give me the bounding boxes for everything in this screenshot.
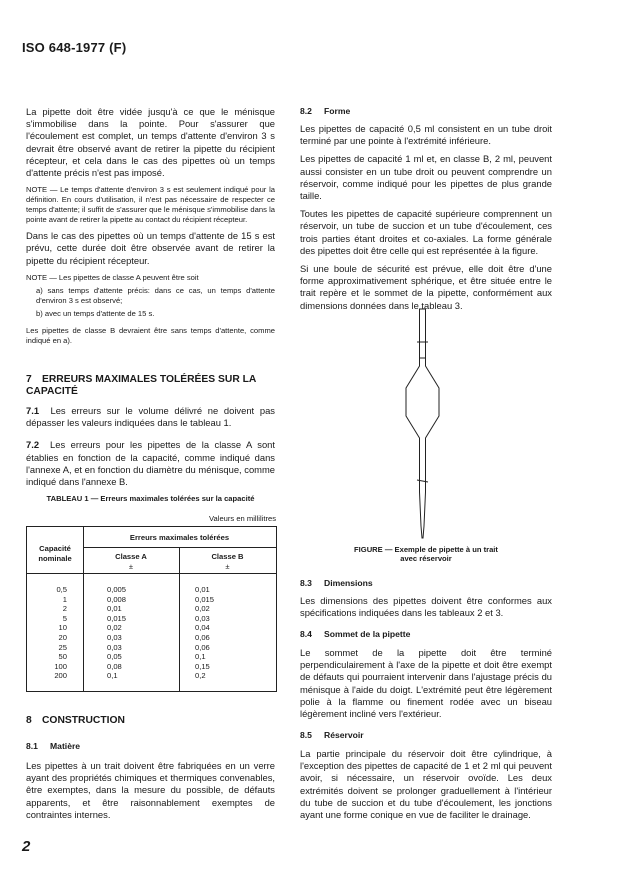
section-8-number: 8 bbox=[26, 715, 32, 726]
section-8-1-title: Matière bbox=[50, 741, 81, 751]
pipette-reservoir bbox=[406, 358, 439, 445]
table-header-capacity-1: Capacité bbox=[39, 544, 71, 553]
section-8-3-body bbox=[300, 595, 552, 625]
table-cell: 0,05 bbox=[107, 652, 122, 662]
section-7-2 bbox=[26, 439, 275, 488]
section-8-5-number: 8.5 bbox=[300, 730, 312, 740]
table-cell: 0,02 bbox=[195, 604, 210, 614]
table-cell: 0,03 bbox=[107, 632, 122, 642]
section-8-title: CONSTRUCTION bbox=[42, 715, 125, 726]
paragraph-15s: Dans le cas des pipettes où un temps d'attente de 15 s est prévu, cette durée doit être observée avant de retirer la pipette du récipient récepteur. bbox=[26, 230, 275, 266]
section-7-1 bbox=[26, 405, 275, 429]
table-pm-b: ± bbox=[225, 562, 230, 571]
section-7-heading bbox=[26, 374, 276, 398]
page-number: 2 bbox=[22, 838, 31, 855]
section-7-body bbox=[26, 405, 275, 494]
section-8-5-body bbox=[300, 748, 552, 827]
table-cell: 0,1 bbox=[107, 671, 118, 681]
table-1-caption: TABLEAU 1 — Erreurs maximales tolérées sur la capacité bbox=[46, 494, 255, 503]
table-cell: 0,5 bbox=[56, 585, 67, 594]
table-cell: 0,015 bbox=[195, 594, 215, 604]
table-cell: 1 bbox=[62, 594, 67, 604]
section-8-2-p1: Les pipettes de capacité 0,5 ml consistent en un tube droit terminé par une pointe à l'extrémité inférieure. bbox=[300, 123, 552, 147]
table-cell: 10 bbox=[58, 623, 67, 633]
paragraph-emptying: La pipette doit être vidée jusqu'à ce que le ménisque s'immobilise dans la pointe. Pour s'assurer que l'écoulement est complet, un temps d'attente d'environ 3 s devrait être observé avant de retirer la pipette du récipient récepteur, et cela dans le cas des pipettes où un temps d'attente précis n'est pas imposé. bbox=[26, 106, 275, 179]
figure-caption bbox=[300, 545, 552, 563]
pipette-delivery-tube bbox=[420, 445, 426, 538]
section-8-5-text: La partie principale du réservoir doit être cylindrique, à l'exception des pipettes de capacité de 1 et 2 ml qui peuvent avoir, si nécessaire, un réservoir ovoïde. Les deux extrémités doivent se prolonger graduellement à l'intérieur du tube de succion et du tube d'écoulement, les jonctions ayant une forme conique en vue de faciliter le drainage. bbox=[300, 748, 552, 821]
table-header-class-b: Classe B bbox=[211, 552, 244, 561]
note-class-a bbox=[26, 273, 275, 346]
section-8-4-title: Sommet de la pipette bbox=[324, 629, 411, 639]
section-7-1-number: 7.1 bbox=[26, 405, 40, 416]
col-class-b bbox=[195, 585, 245, 681]
section-8-4-heading bbox=[300, 629, 410, 639]
section-7-number: 7 bbox=[26, 374, 32, 385]
table-pm-a: ± bbox=[128, 562, 134, 571]
table-cell: 0,1 bbox=[195, 652, 206, 662]
section-7-1-text: Les erreurs sur le volume délivré ne doivent pas dépasser les valeurs indiquées dans le tableau 1. bbox=[26, 405, 275, 429]
section-8-3-text: Les dimensions des pipettes doivent être conformes aux spécifications indiquées dans les tableaux 2 et 3. bbox=[300, 595, 552, 619]
section-8-1-body bbox=[26, 760, 275, 827]
col-class-a bbox=[107, 585, 157, 681]
table-cell: 0,015 bbox=[107, 613, 127, 623]
table-cell: 0,02 bbox=[107, 623, 122, 633]
section-8-2-p3: Toutes les pipettes de capacité supérieure comprennent un réservoir, un tube de succion et un tube d'écoulement, ces trois parties étant droites et co-axiales. La forme générale des pipettes doit être celle qui est représentée à la figure. bbox=[300, 208, 552, 256]
table-cell: 100 bbox=[54, 661, 67, 671]
note-2: NOTE — Les pipettes de classe A peuvent être soit bbox=[26, 272, 199, 282]
section-8-5-heading bbox=[300, 730, 364, 740]
table-cell: 0,03 bbox=[107, 642, 122, 652]
section-8-3-title: Dimensions bbox=[324, 578, 373, 588]
section-8-2-title: Forme bbox=[324, 106, 351, 116]
section-8-3-number: 8.3 bbox=[300, 578, 312, 588]
col-capacity bbox=[27, 585, 67, 681]
table-cell: 0,005 bbox=[107, 585, 127, 594]
section-8-1-number: 8.1 bbox=[26, 741, 38, 751]
table-cell: 25 bbox=[58, 642, 67, 652]
table-cell: 0,01 bbox=[195, 585, 210, 594]
note-1: NOTE — Le temps d'attente d'environ 3 s est seulement indiqué pour la définition. En cours d'utilisation, il n'est pas nécessaire de respecter ce temps d'attente; il suffit de s'assurer que le ménisque s'immobilise dans la pointe avant de retirer la pipette au contact du récipient récepteur. bbox=[26, 185, 275, 225]
table-1 bbox=[26, 526, 277, 692]
table-cell: 0,03 bbox=[195, 613, 210, 623]
table-cell: 0,01 bbox=[107, 604, 122, 614]
table-header-errors: Erreurs maximales tolérées bbox=[129, 533, 230, 542]
table-cell: 2 bbox=[62, 604, 67, 614]
section-8-2-p4: Si une boule de sécurité est prévue, elle doit être d'une forme approximativement sphérique, et être située entre le trait repère et le sommet de la pipette, conformément aux dimensions données dans le tableau 3. bbox=[300, 263, 552, 311]
section-8-4-number: 8.4 bbox=[300, 629, 312, 639]
section-8-1-heading bbox=[26, 741, 80, 751]
section-8-2-number: 8.2 bbox=[300, 106, 312, 116]
note-2b: b) avec un temps d'attente de 15 s. bbox=[36, 308, 155, 318]
table-cell: 0,08 bbox=[107, 661, 122, 671]
table-cell: 0,06 bbox=[195, 642, 210, 652]
section-8-2-body bbox=[300, 123, 552, 318]
figure-caption-line-1: FIGURE — Exemple de pipette à un trait bbox=[354, 545, 498, 554]
section-7-title: ERREURS MAXIMALES TOLÉRÉES SUR LA CAPACITÉ bbox=[26, 374, 256, 397]
table-cell: 20 bbox=[58, 632, 67, 642]
table-cell: 0,2 bbox=[195, 671, 206, 681]
section-8-5-title: Réservoir bbox=[324, 730, 364, 740]
table-cell: 5 bbox=[62, 613, 67, 623]
section-8-3-heading bbox=[300, 578, 373, 588]
table-cell: 0,008 bbox=[107, 594, 127, 604]
table-cell: 200 bbox=[54, 671, 67, 681]
section-7-2-number: 7.2 bbox=[26, 439, 40, 451]
table-cell: 0,15 bbox=[195, 661, 210, 671]
table-cell: 0,06 bbox=[195, 632, 210, 642]
figure-caption-line-2: avec réservoir bbox=[400, 554, 452, 563]
section-8-2-p2: Les pipettes de capacité 1 ml et, en classe B, 2 ml, peuvent aussi consister en un tube droit ou peuvent comprendre un réservoir, comme indiqué pour les pipettes de plus grande taille. bbox=[300, 153, 552, 202]
document-header: ISO 648-1977 (F) bbox=[22, 40, 127, 55]
table-1-unit: Valeurs en millilitres bbox=[209, 514, 276, 523]
note-2c: Les pipettes de classe B devraient être sans temps d'attente, comme indiqué en a). bbox=[26, 325, 275, 345]
pipette-suction-tube bbox=[420, 309, 426, 358]
table-cell: 0,04 bbox=[195, 623, 210, 633]
section-8-4-text: Le sommet de la pipette doit être terminé perpendiculairement à l'axe de la pipette et doit être exempt de défauts qui pourraient intervenir dans l'ajustage précis du ménisque à l'aide du doigt. L'extrémité peut être légèrement polie à la flamme ou finement rodée avec un biseau légèrement incliné vers l'extérieur. bbox=[300, 647, 552, 720]
pipette-figure bbox=[395, 308, 455, 540]
note-2a: a) sans temps d'attente précis: dans ce cas, un temps d'attente d'environ 3 s est observé; bbox=[36, 285, 275, 305]
section-8-4-body bbox=[300, 647, 552, 726]
table-header-class-a: Classe A bbox=[115, 552, 147, 561]
table-cell: 50 bbox=[58, 652, 67, 662]
section-8-heading bbox=[26, 715, 276, 727]
left-column bbox=[26, 106, 275, 351]
section-7-2-text: Les erreurs pour les pipettes de la classe A sont établies en fonction de la capacité, comme indiqué dans l'annexe A, et en fonction du diamètre du ménisque, comme indiqué dans l'annexe B. bbox=[26, 439, 275, 488]
pipette-tube-break bbox=[417, 480, 428, 482]
note-waiting-time bbox=[26, 185, 275, 225]
table-header-capacity-2: nominale bbox=[38, 554, 72, 563]
section-8-2-heading bbox=[300, 106, 350, 116]
section-8-1-text: Les pipettes à un trait doivent être fabriquées en un verre ayant des propriétés chimiques et thermiques convenables, être exemptes, dans la mesure du possible, de défauts apparents, et être raisonnablement exemptes de contraintes internes. bbox=[26, 760, 275, 820]
